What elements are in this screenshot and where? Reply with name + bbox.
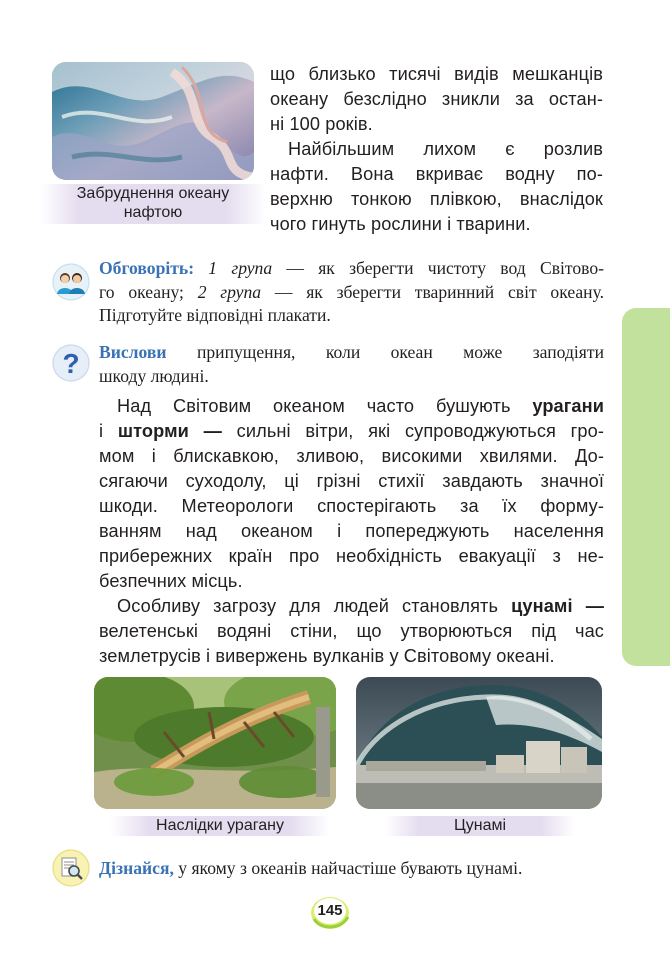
tsunami-paragraph: Особливу загрозу для людей становлять цунамі — велетенські водяні стіни, що утворюються під час землетрусів і вивержень вулканів у Світовому океані. [99, 596, 604, 666]
hurricane-caption: Наслідки урагану [110, 816, 330, 836]
discussion-task: Обговоріть: 1 група — як зберегти чистоту вод Світово- го океану; 2 група — як зберегти тваринний світ океану. Підготуйте відповідні плакати. [99, 258, 604, 325]
magnifier-document-icon [52, 849, 90, 887]
intro-paragraph: що близько тисячі видів мешканців океану безслідно зникли за остан- ні 100 років. Найбільшим лихом є розлив нафти. Вона вкриває водну по- верхню тонкою плівкою, внаслідок чого гинуть рослини і тварини. [270, 64, 603, 234]
tsunami-photo [356, 677, 602, 809]
tsunami-caption: Цунамі [385, 816, 575, 836]
chapter-side-tab [622, 308, 670, 666]
group-discussion-icon [52, 263, 90, 301]
storms-paragraph: Над Світовим океаном часто бушують урагани і шторми — сильні вітри, які супроводжуються гро- мом і блискавкою, зливою, високими хвилями. До- сягаючи суходолу, ці грізні стихії завдають значної шкоди. Метеорологи спостерігають за їх форму- ванням над океаном і попереджують населення прибережних країн про необхідність евакуації з не- безпечних місць. [99, 396, 604, 591]
hurricane-aftermath-photo [94, 677, 336, 809]
learn-task: Дізнайся, у якому з океанів найчастіше бувають цунамі. [99, 858, 523, 878]
oil-pollution-caption: Забруднення океану нафтою [40, 184, 266, 224]
svg-text:?: ? [62, 348, 80, 379]
oil-pollution-photo [52, 62, 254, 180]
page-number-badge [308, 893, 352, 933]
question-icon [52, 344, 90, 382]
express-task: Вислови припущення, коли океан може заподіяти шкоду людині. [99, 342, 604, 386]
page-number: 145 [317, 902, 343, 919]
